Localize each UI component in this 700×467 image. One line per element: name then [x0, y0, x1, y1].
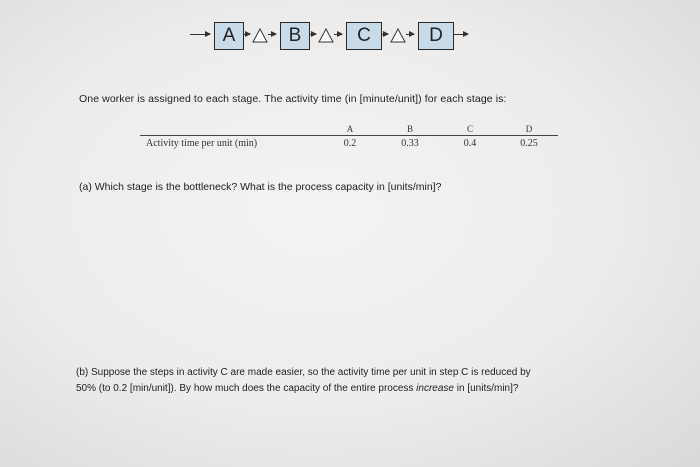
buffer-triangle-icon: [252, 28, 268, 43]
arrow: [382, 34, 388, 35]
activity-time-table: [140, 122, 558, 151]
stage-c-box: C: [346, 22, 382, 50]
table-header-row: [140, 122, 558, 136]
header-c: C: [466, 123, 473, 134]
question-b-line2: [76, 381, 636, 397]
question-a: (a) Which stage is the bottleneck? What is the process capacity in [units/min]?: [79, 181, 442, 193]
value-b: 0.33: [380, 136, 440, 152]
row-label: Activity time per unit (min): [140, 136, 320, 152]
header-spacer: [140, 122, 320, 136]
arrow-in: [190, 34, 210, 35]
arrow: [310, 34, 316, 35]
value-a: 0.2: [320, 136, 380, 152]
header-a: A: [346, 123, 354, 134]
table-row: [140, 136, 558, 152]
stage-d-box: D: [418, 22, 454, 50]
header-d: D: [525, 123, 533, 134]
problem-intro: One worker is assigned to each stage. The activity time (in [minute/unit]) for each stage is:: [79, 93, 507, 105]
stage-a-box: A: [214, 22, 244, 50]
question-b-emphasis: increase: [416, 383, 454, 394]
question-b-line2-end: in [units/min]?: [453, 383, 519, 394]
arrow-out: [454, 34, 468, 35]
arrow: [406, 34, 414, 35]
arrow: [244, 34, 250, 35]
buffer-triangle-icon: [318, 28, 334, 43]
process-flow-diagram: [190, 20, 520, 54]
stage-b-box: B: [280, 22, 310, 50]
arrow: [334, 34, 342, 35]
value-d: 0.25: [500, 136, 558, 152]
question-b-line1: (b) Suppose the steps in activity C are made easier, so the activity time per unit in step C is reduced by: [76, 367, 531, 378]
value-c: 0.4: [440, 136, 500, 152]
buffer-triangle-icon: [390, 28, 406, 43]
header-b: B: [406, 123, 413, 134]
arrow: [268, 34, 276, 35]
question-b-line2-start: 50% (to 0.2 [min/unit]). By how much does the capacity of the entire process: [76, 383, 417, 394]
question-b: [76, 365, 636, 397]
